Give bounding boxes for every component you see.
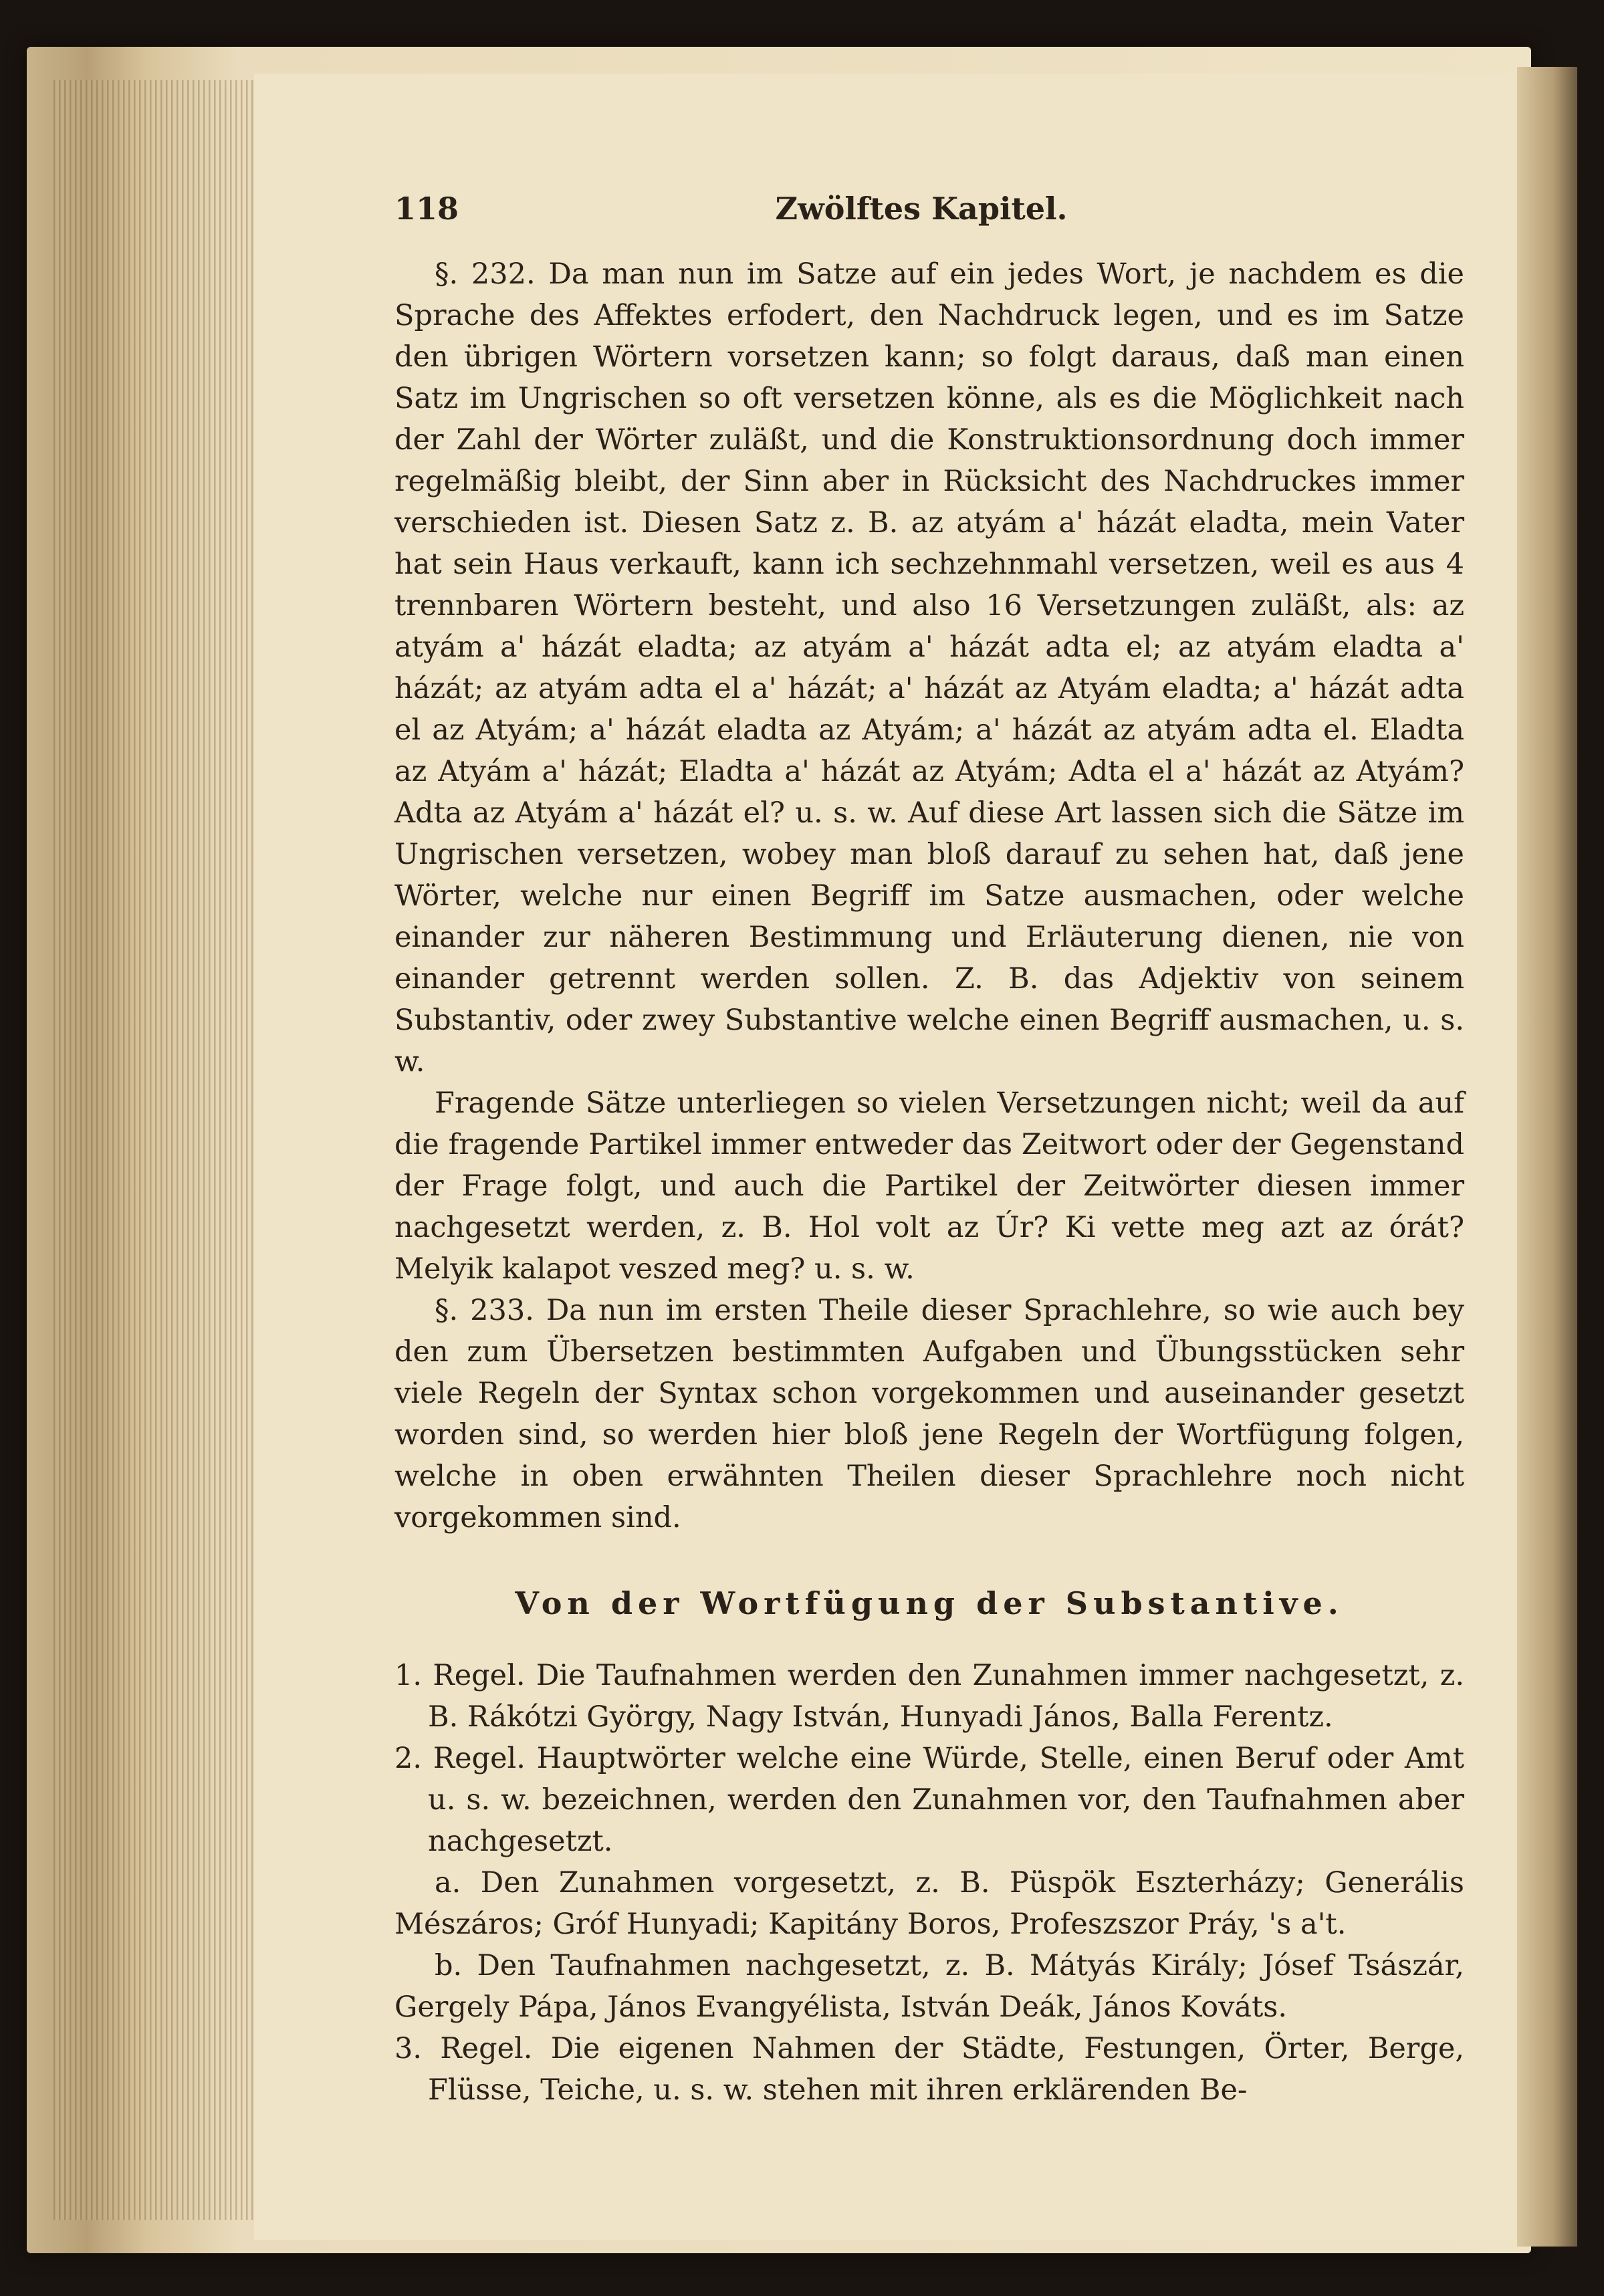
book-page (254, 74, 1511, 2240)
paragraph-232: §. 232. Da man nun im Satze auf ein jedes Wort, je nachdem es die Sprache des Affektes erfodert, den Nachdruck legen, und es im Satze den übrigen Wörtern vorsetzen kann; so folgt daraus, daß man einen Satz im Ungrischen so oft versetzen könne, als es die Möglichkeit nach der Zahl der Wörter zuläßt, und die Konstruktionsordnung doch immer regelmäßig bleibt, der Sinn aber in Rücksicht des Nachdruckes immer verschieden ist. Diesen Satz z. B. az atyám a' házát eladta, mein Vater hat sein Haus verkauft, kann ich sechzehnmahl versetzen, weil es aus 4 trennbaren Wörtern besteht, und also 16 Versetzungen zuläßt, als: az atyám a' házát eladta; az atyám a' házát adta el; az atyám eladta a' házát; az atyám adta el a' házát; a' házát az Atyám eladta; a' házát adta el az Atyám; a' házát eladta az Atyám; a' házát az atyám adta el. Eladta az Atyám a' házát; Eladta a' házát az Atyám; Adta el a' házát az Atyám? Adta az Atyám a' házát el? u. s. w. Auf diese Art lassen sich die Sätze im Ungrischen versetzen, wobey man bloß darauf zu sehen hat, daß jene Wörter, welche nur einen Begriff im Satze ausmachen, oder welche einander zur näheren Bestimmung und Erläuterung dienen, nie von einander getrennt werden sollen. Z. B. das Adjektiv von seinem Substantiv, oder zwey Substantive welche einen Begriff ausmachen, u. s. w. (394, 257, 1464, 1078)
page-edges (53, 80, 254, 2220)
rule-2-subpoint-b: b. Den Taufnahmen nachgesetzt, z. B. Mátyás Király; Jósef Tsászár, Gergely Pápa, János Evangyélista, István Deák, János Kováts. (394, 1949, 1464, 2024)
running-title: Zwölftes Kapitel. (775, 191, 1068, 227)
section-heading: Von der Wortfügung der Substantive. (515, 1585, 1344, 1621)
page-header (394, 191, 1464, 227)
rule-2-subpoint-a: a. Den Zunahmen vorgesetzt, z. B. Püspök Eszterházy; Generális Mészáros; Gróf Hunyadi; Kapitány Boros, Profeszszor Práy, 's a't. (394, 1866, 1464, 1941)
rule-2: 2. Regel. Hauptwörter welche eine Würde, Stelle, einen Beruf oder Amt u. s. w. bezeichnen, werden den Zunahmen vor, den Taufnahmen aber nachgesetzt. (394, 1742, 1464, 1858)
right-page-edge (1517, 67, 1577, 2247)
rule-1: 1. Regel. Die Taufnahmen werden den Zunahmen immer nachgesetzt, z. B. Rákótzi György, Nagy István, Hunyadi János, Balla Ferentz. (394, 1659, 1464, 1734)
page-text-block (394, 191, 1464, 2111)
paragraph-233: §. 233. Da nun im ersten Theile dieser Sprachlehre, so wie auch bey den zum Übersetzen bestimmten Aufgaben und Übungsstücken sehr viele Regeln der Syntax schon vorgekommen und auseinander gesetzt worden sind, so werden hier bloß jene Regeln der Wortfügung folgen, welche in oben erwähnten Theilen dieser Sprachlehre noch nicht vorgekommen sind. (394, 1294, 1464, 1534)
rule-3: 3. Regel. Die eigenen Nahmen der Städte, Festungen, Örter, Berge, Flüsse, Teiche, u. s. w. stehen mit ihren erklärenden Be- (394, 2032, 1464, 2107)
page-number: 118 (394, 191, 459, 227)
paragraph-questions: Fragende Sätze unterliegen so vielen Versetzungen nicht; weil da auf die fragende Partikel immer entweder das Zeitwort oder der Gegenstand der Frage folgt, und auch die Partikel der Zeitwörter diesen immer nachgesetzt werden, z. B. Hol volt az Úr? Ki vette meg azt az órát? Melyik kalapot veszed meg? u. s. w. (394, 1086, 1464, 1286)
